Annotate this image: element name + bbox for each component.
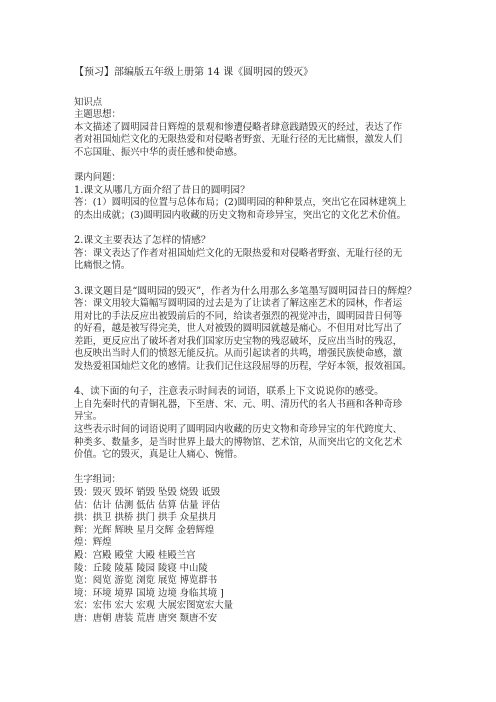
vocab-row: 宏：宏伟 宏大 宏观 大展宏图宽宏大量 (74, 600, 233, 612)
questions-heading: 课内问题： (74, 172, 121, 184)
answer-3-line: 发热爱祖国灿烂文化的感情。让我们记住这段屈辱的历程，学好本领，报效祖国。 (74, 361, 412, 373)
question-2: 2.课文主要表达了怎样的情感？ (74, 235, 211, 247)
lesson-title: 【预习】部编版五年级上册第 14 课《圆明园的毁灭》 (74, 67, 314, 78)
spacer (74, 462, 426, 475)
question-3: 3.课文题目是“圆明园的毁灭”，作者为什么用那么多笔墨写圆明园昔日的辉煌？ (74, 285, 417, 297)
theme-text-line: 者对祖国灿烂文化的无限热爱和对侵略者野蛮、无耻行径的无比痛恨，激发人们 (74, 134, 403, 146)
theme-text-line: 本文描述了圆明园昔日辉煌的景观和惨遭侵略者肆意践踏毁灭的经过，表达了作 (74, 121, 403, 133)
vocab-row: 估：估计 估测 低估 估算 估量 评估 (74, 499, 221, 511)
answer-3-line: 的好看，越是被写得完美，世人对被毁的圆明园就越是痛心。不但用对比写出了 (74, 323, 403, 335)
spacer (74, 160, 426, 173)
theme-label: 主题思想： (74, 109, 121, 121)
vocab-row: 唐：唐朝 唐装 荒唐 唐突 颓唐不安 (74, 612, 218, 624)
vocab-row: 陵：丘陵 陵墓 陵园 陵寝 中山陵 (74, 562, 208, 574)
answer-2-line: 答：课文表达了作者对祖国灿烂文化的无限热爱和对侵略者野蛮、无耻行径的无 (74, 247, 403, 259)
spacer (74, 223, 426, 236)
answer-3-line: 也反映出当时人们的愤怒无能反抗。从而引起读者的共鸣，增强民族使命感，激 (74, 348, 403, 360)
vocab-row: 殿：宫殿 殿堂 大殿 桂殿兰宫 (74, 549, 196, 561)
answer-3-line: 答：课文用较大篇幅写圆明园的过去是为了让读者了解这座艺术的园林，作者运 (74, 298, 403, 310)
spacer (74, 374, 426, 387)
theme-text-line: 不忘国耻、振兴中华的责任感和使命感。 (74, 146, 243, 158)
question-1: 1.课文从哪几方面介绍了昔日的圆明园？ (74, 184, 250, 196)
answer-4-line: 种类多、数量多，是当时世界上最大的博物馆、艺术馆，从而突出它的文化艺术 (74, 436, 403, 448)
vocab-heading: 生字组词： (74, 474, 121, 486)
knowledge-heading: 知识点 (74, 96, 103, 108)
vocab-row: 辉：光辉 辉映 星月交辉 金碧辉煌 (74, 524, 215, 536)
answer-3-line: 差距，更反应出了破坏者对我们国家历史宝物的残忍破坏，反应出当时的残忍， (74, 335, 403, 347)
vocab-row: 煌：辉煌 (74, 537, 112, 549)
spacer (74, 84, 426, 97)
question-4: 4、读下面的句子，注意表示时间表的词语，联系上下文说说你的感受。 (74, 386, 384, 398)
answer-1-line: 的杰出成就；(3)圆明园内收藏的历史文物和奇珍异宝，突出它的文化艺术价值。 (74, 209, 407, 221)
quote-line: 异宝。 (74, 411, 103, 423)
vocab-row: 境：环境 境界 国境 边境 身临其境 ] (74, 587, 224, 599)
vocab-row: 拱：拱卫 拱桥 拱门 拱手 众星拱月 (74, 512, 218, 524)
answer-4-line: 这些表示时间的词语说明了圆明园内收藏的历史文物和奇珍异宝的年代跨度大、 (74, 424, 403, 436)
quote-line: 上自先秦时代的青铜礼器，下至唐、宋、元、明、清历代的名人书画和各种奇珍 (74, 398, 403, 410)
answer-3-line: 用对比的手法反应出被毁前后的不同，给读者强烈的视觉冲击，圆明园昔日何等 (74, 310, 403, 322)
spacer (74, 273, 426, 286)
answer-1-line: 答：(1）圆明园的位置与总体布局；(2)圆明园的种种景点，突出它在园林建筑上 (74, 197, 407, 209)
vocab-row: 览：阅览 游览 浏览 展览 博览群书 (74, 575, 218, 587)
answer-4-line: 价值。它的毁灭，真是让人痛心、惋惜。 (74, 449, 243, 461)
answer-2-line: 比痛恨之情。 (74, 260, 131, 272)
document-body (74, 84, 426, 626)
vocab-row: 毁：毁灭 毁坏 销毁 坠毁 烧毁 诋毁 (74, 487, 221, 498)
